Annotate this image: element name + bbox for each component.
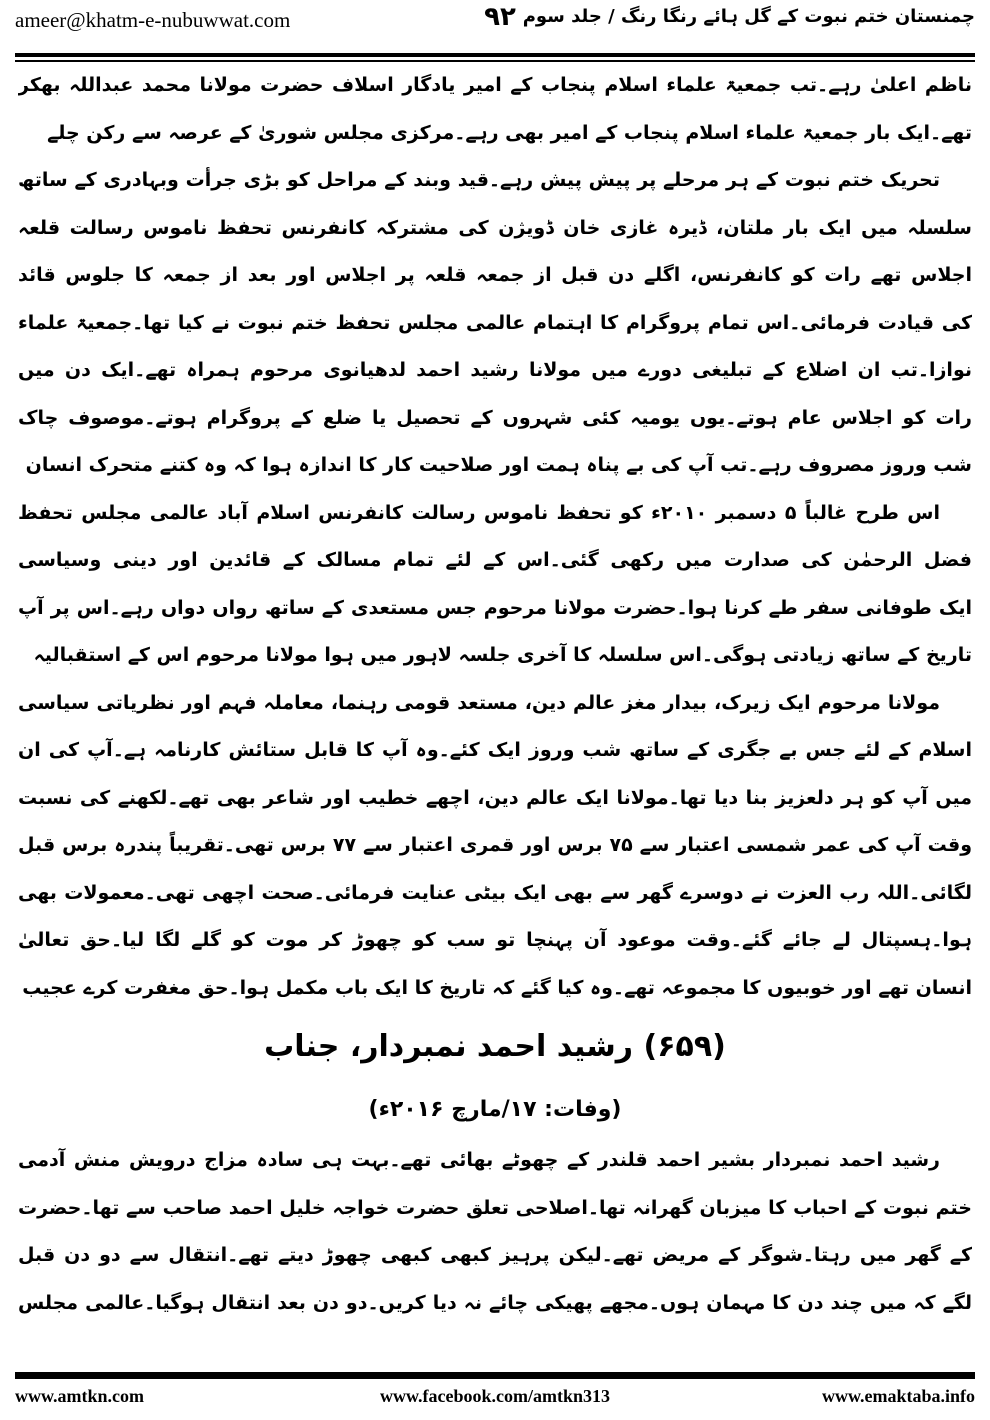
- page-body: [18, 62, 972, 1327]
- paragraph: [18, 62, 972, 157]
- text-line: اجلاس تھے رات کو کانفرنس، اگلے دن قبل از جمعہ قلعہ پر اجلاس اور بعد از جمعہ کا جلوس قائد: [18, 264, 972, 286]
- text-line: لگے کہ میں چند دن کا مہمان ہوں۔مجھے پھیکی چائے نہ دیا کریں۔دو دن بعد انتقال ہوگیا۔عالمی مجلس: [18, 1291, 972, 1314]
- footer-link-facebook[interactable]: www.facebook.com/amtkn313: [380, 1386, 610, 1406]
- text-line: تحریک ختم نبوت کے ہر مرحلے پر پیش پیش رہے۔قید وبند کے مراحل کو بڑی جرأت وبہادری کے ساتھ: [18, 169, 940, 191]
- text-line: تاریخ کے ساتھ زیادتی ہوگی۔اس سلسلہ کا آخری جلسہ لاہور میں ہوا مولانا مرحوم اس کے استقبالیہ: [33, 644, 972, 666]
- text-line: کے گھر میں رہتا۔شوگر کے مریض تھے۔لیکن پرہیز کبھی کبھی چھوڑ دیتے تھے۔انتقال سے دو دن قبل: [18, 1244, 972, 1266]
- header-rule-thick: [15, 53, 975, 57]
- footer-rule: [15, 1372, 975, 1379]
- text-line: سلسلہ میں ایک بار ملتان، ڈیرہ غازی خان ڈویژن کی مشترکہ کانفرنس تحفظ ناموس رسالت قلعہ: [18, 216, 972, 239]
- text-line: شب وروز مصروف رہے۔تب آپ کی بے پناہ ہمت اور صلاحیت کار کا اندازہ ہوا کہ وہ کتنے متحرک انسان: [25, 454, 972, 476]
- text-line: مولانا مرحوم ایک زیرک، بیدار مغز عالم دین، مستعد قومی رہنما، معاملہ فہم اور نظریاتی سیاسی: [18, 691, 940, 714]
- paragraph: [18, 1137, 972, 1327]
- text-line: اس طرح غالباً ۵ دسمبر ۲۰۱۰ء کو تحفظ ناموس رسالت کانفرنس اسلام آباد عالمی مجلس تحفظ: [18, 501, 940, 524]
- paragraph: [18, 490, 972, 680]
- book-title: چمنستان ختم نبوت کے گل ہائے رنگا رنگ / جلد سوم: [522, 6, 975, 27]
- previous-entry-text: [18, 62, 972, 1012]
- text-line: ہوا۔ہسپتال لے جائے گئے۔وقت موعود آن پہنچا تو سب کو چھوڑ کر موت کو گلے لگا لیا۔حق تعالیٰ: [18, 929, 972, 951]
- text-line: کی قیادت فرمائی۔اس تمام پروگرام کا اہتمام عالمی مجلس تحفظ ختم نبوت نے کیا تھا۔جمعیۃ علماء: [18, 311, 972, 334]
- text-line: ایک طوفانی سفر طے کرنا ہوا۔حضرت مولانا مرحوم جس مستعدی کے ساتھ رواں دواں رہے۔اس پر آپ: [18, 596, 972, 619]
- text-line: ناظم اعلیٰ رہے۔تب جمعیۃ علماء اسلام پنجاب کے امیر یادگار اسلاف حضرت مولانا محمد عبداللہ بھکر: [18, 74, 972, 96]
- text-line: وقت آپ کی عمر شمسی اعتبار سے ۷۵ برس اور قمری اعتبار سے ۷۷ برس تھی۔تقریباً پندرہ برس قبل: [18, 834, 972, 856]
- page-number: ۹۲: [484, 2, 516, 32]
- text-line: رات کو اجلاس عام ہوتے۔یوں یومیہ کئی شہروں کے تحصیل یا ضلع کے پروگرام ہوتے۔موصوف چاک: [18, 406, 972, 429]
- entry-text: [18, 1137, 972, 1327]
- text-line: ختم نبوت کے احباب کا میزبان گھرانہ تھا۔اصلاحی تعلق حضرت خواجہ خلیل احمد صاحب سے تھا۔حضرت: [18, 1196, 972, 1219]
- text-line: رشید احمد نمبردار بشیر احمد قلندر کے چھوٹے بھائی تھے۔بہت ہی سادہ مزاج درویش منش آدمی: [18, 1149, 940, 1171]
- text-line: میں آپ کو ہر دلعزیز بنا دیا تھا۔مولانا ایک عالم دین، اچھے خطیب اور شاعر بھی تھے۔لکھنے کی نسبت: [18, 786, 972, 809]
- paragraph: [18, 157, 972, 490]
- text-line: نوازا۔تب ان اضلاع کے تبلیغی دورے میں مولانا رشید احمد لدھیانوی مرحوم ہمراہ تھے۔ایک دن میں: [18, 359, 972, 381]
- footer-link-emaktaba[interactable]: www.emaktaba.info: [821, 1386, 975, 1406]
- text-line: لگائی۔اللہ رب العزت نے دوسرے گھر سے بھی ایک بیٹی عنایت فرمائی۔صحت اچھی تھی۔معمولات بھی: [18, 881, 972, 904]
- text-line: انسان تھے اور خوبیوں کا مجموعہ تھے۔وہ کیا گئے کہ تاریخ کا ایک باب مکمل ہوا۔حق مغفرت کرے عجیب: [22, 976, 972, 999]
- text-line: تھے۔ایک بار جمعیۃ علماء اسلام پنجاب کے امیر بھی رہے۔مرکزی مجلس شوریٰ کے عرصہ سے رکن چلے: [47, 121, 972, 144]
- text-line: فضل الرحمٰن کی صدارت میں رکھی گئی۔اس کے لئے تمام مسالک کے قائدین اور دینی وسیاسی: [18, 549, 972, 571]
- paragraph: [18, 680, 972, 1013]
- footer-link-amtkn[interactable]: www.amtkn.com: [15, 1386, 144, 1406]
- header-email: ameer@khatm-e-nubuwwat.com: [15, 8, 291, 32]
- text-line: اسلام کے لئے جس بے جگری کے ساتھ شب وروز ایک کئے۔وہ آپ کا قابل ستائش کارنامہ ہے۔آپ کی ان: [18, 739, 972, 761]
- entry-death-date: (وفات: ۱۷/مارچ ۲۰۱۶ء): [368, 1097, 622, 1122]
- entry-heading: (۶۵۹) رشید احمد نمبردار، جناب: [264, 1029, 726, 1064]
